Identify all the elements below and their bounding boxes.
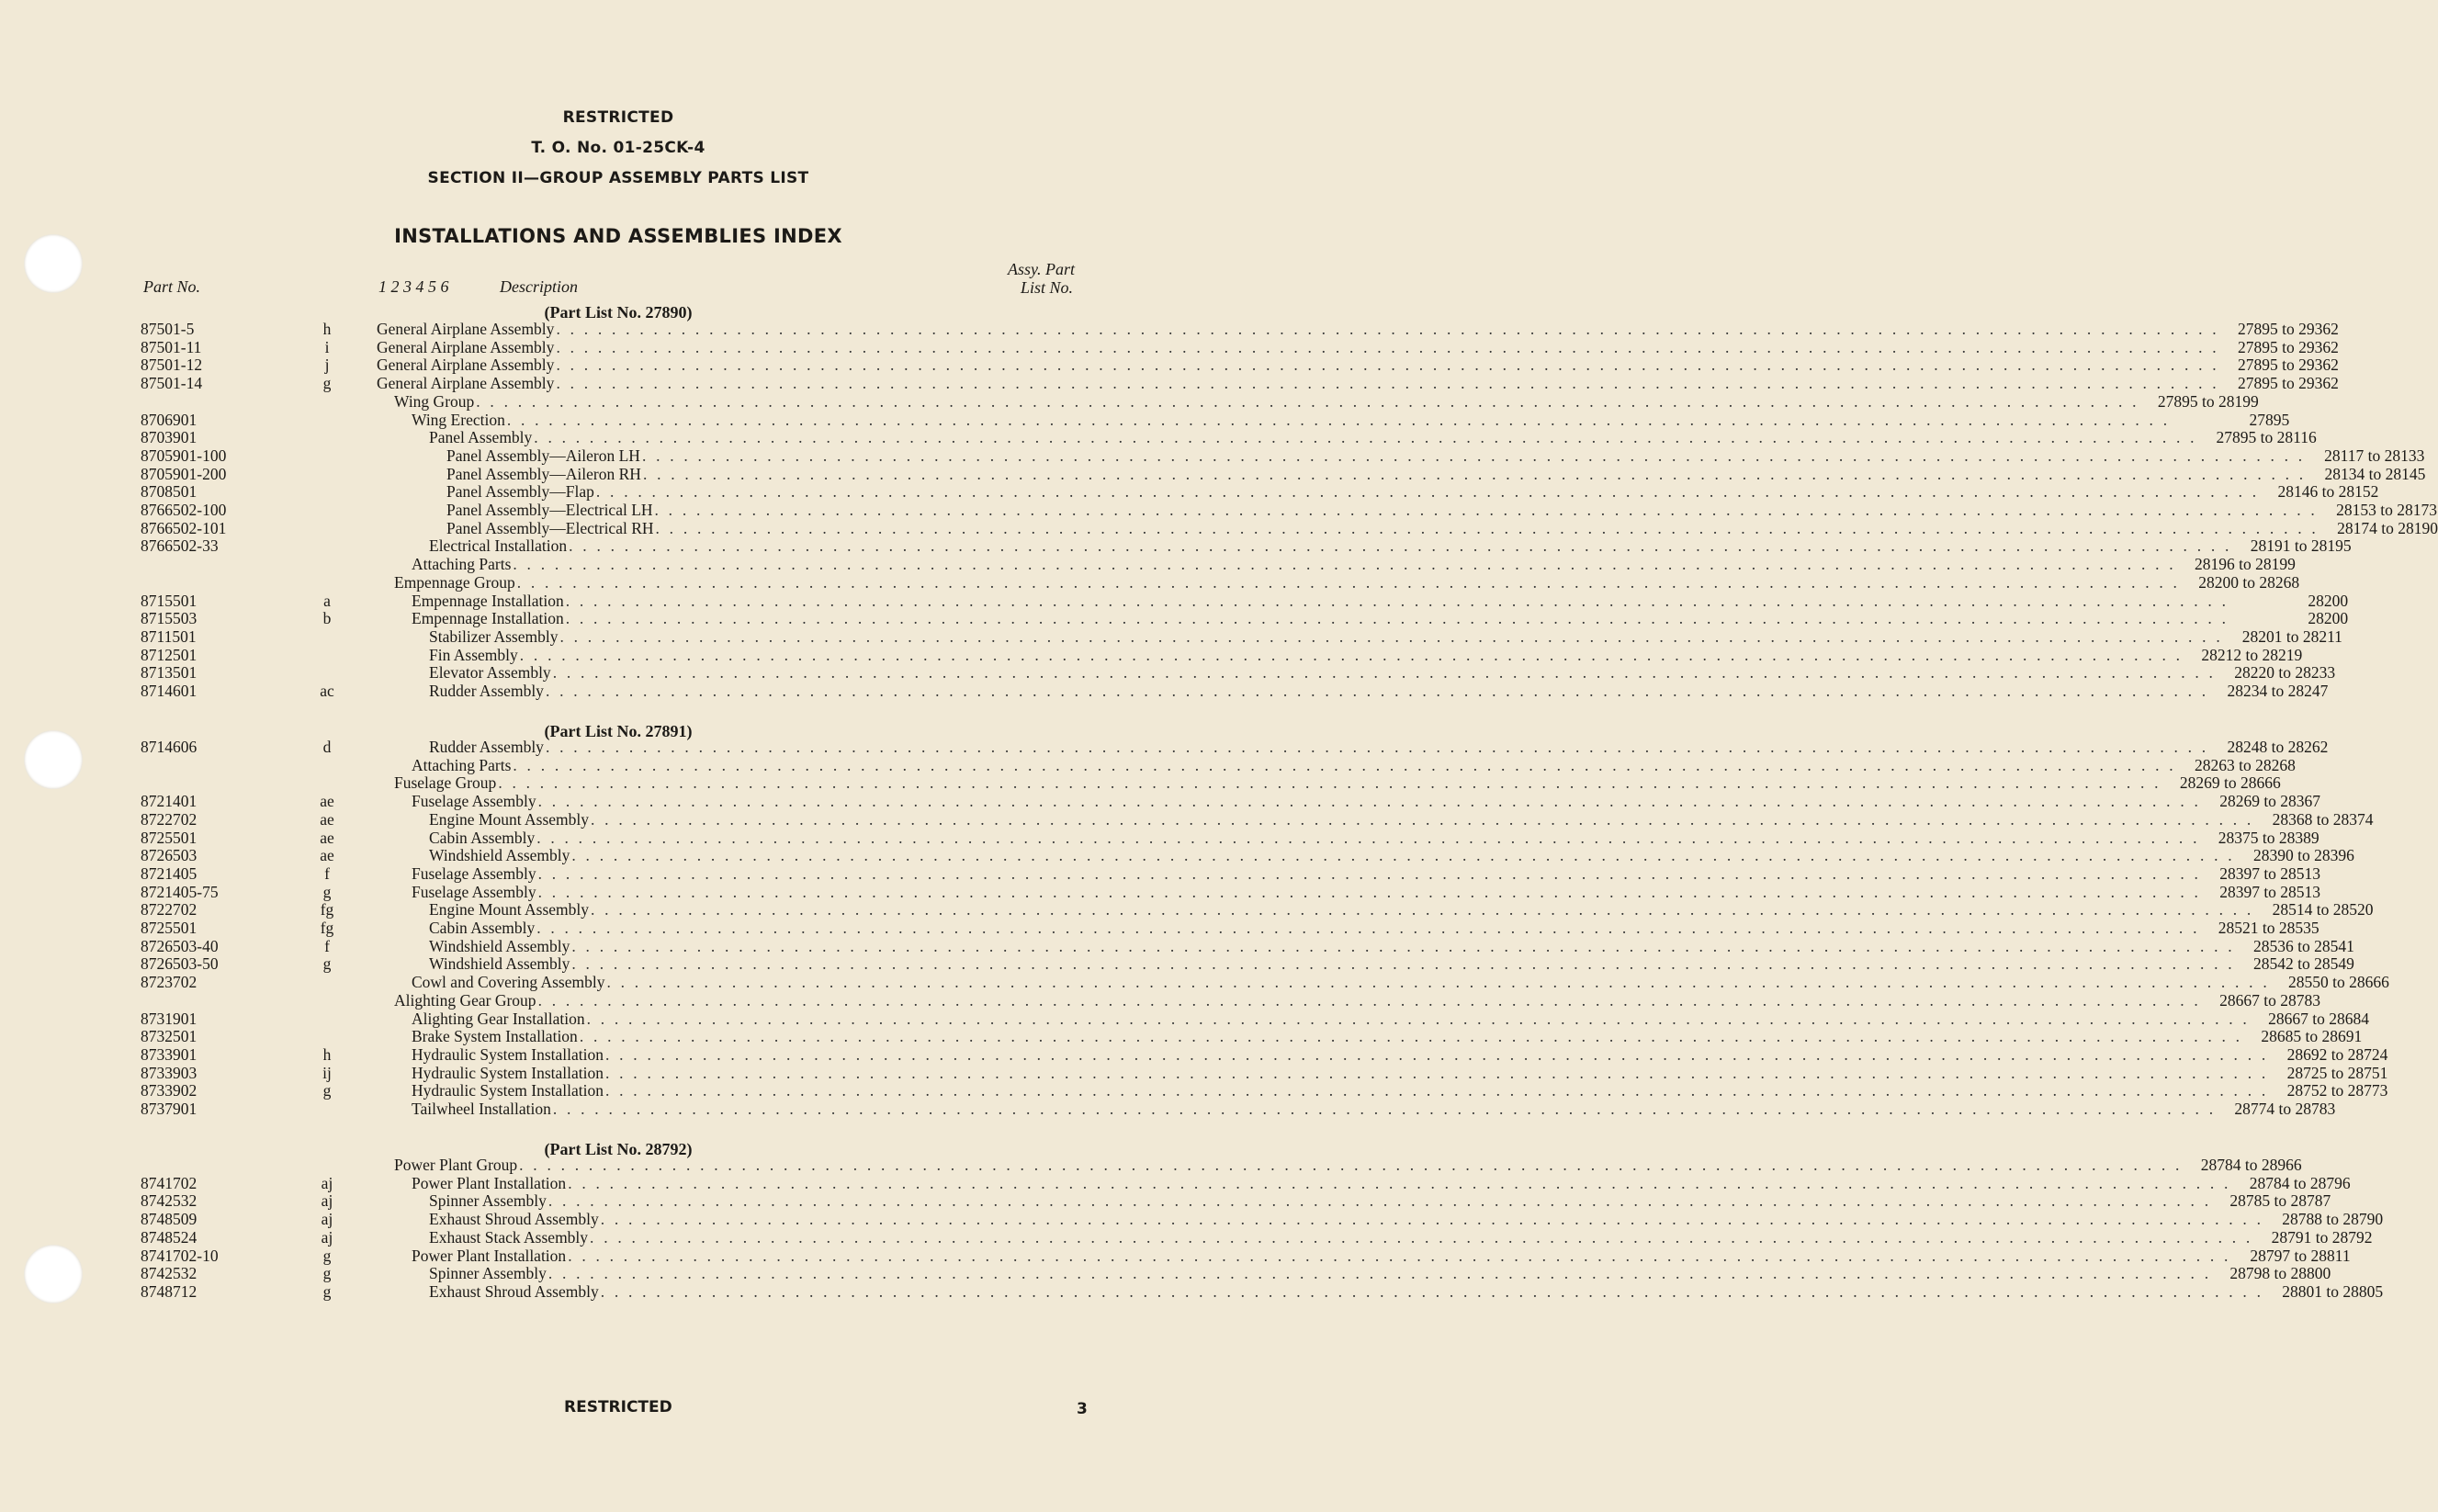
part-list-heading: (Part List No. 28792) — [544, 1140, 693, 1158]
assy-part-list-range: 27895 to 29362 — [2238, 337, 2339, 356]
index-row — [0, 626, 2342, 646]
index-row — [0, 809, 2374, 829]
leader-dots: . . . . . . . . . . . . . . . . . . . . . . . . . . . . . . . . . . . . . . . . . . . . . . . . . . . . . . . . . . . . . . . . . . . . . . . . . . . . . . . . . . . . . . . . . . . . . . . . . . . . . . . . . . . . . . . . . . . . . . . . — [552, 663, 2217, 683]
part-number: 8705901-200 — [141, 464, 227, 483]
leader-dots: . . . . . . . . . . . . . . . . . . . . . . . . . . . . . . . . . . . . . . . . . . . . . . . . . . . . . . . . . . . . . . . . . . . . . . . . . . . . . . . . . . . . . . . . . . . . . . . . . . . . . . . . . . . . . . . . . . . . . . . . — [605, 1063, 2269, 1082]
index-row — [0, 863, 2321, 883]
description: General Airplane Assembly — [377, 355, 555, 375]
part-number: 8741702-10 — [141, 1246, 219, 1265]
leader-dots: . . . . . . . . . . . . . . . . . . . . . . . . . . . . . . . . . . . . . . . . . . . . . . . . . . . . . . . . . . . . . . . . . . . . . . . . . . . . . . . . . . . . . . . . . . . . . . . . . . . . . . . . . . . . . . . . . . . . . . . . — [536, 919, 2200, 937]
part-number: 8721401 — [141, 792, 198, 811]
index-row — [0, 1246, 2351, 1265]
leader-dots: . . . . . . . . . . . . . . . . . . . . . . . . . . . . . . . . . . . . . . . . . . . . . . . . . . . . . . . . . . . . . . . . . . . . . . . . . . . . . . . . . . . . . . . . . . . . . . . . . . . . . . . . . . . . . . . . . . . . . . . . — [568, 1246, 2231, 1265]
leader-dots: . . . . . . . . . . . . . . . . . . . . . . . . . . . . . . . . . . . . . . . . . . . . . . . . . . . . . . . . . . . . . . . . . . . . . . . . . . . . . . . . . . . . . . . . . . . . . . . . . . . . . . . . . . . . . . . . . . . . . . . . — [516, 572, 2181, 592]
index-row — [0, 591, 2349, 610]
leader-dots: . . . . . . . . . . . . . . . . . . . . . . . . . . . . . . . . . . . . . . . . . . . . . . . . . . . . . . . . . . . . . . . . . . . . . . . . . . . . . . . . . . . . . . . . . . . . . . . . . . . . . . . . . . . . . . . . . . . . . . . . — [571, 936, 2235, 955]
usage-code: g — [322, 1281, 332, 1301]
description: Attaching Parts — [412, 755, 512, 774]
usage-code: aj — [321, 1210, 333, 1229]
leader-dots: . . . . . . . . . . . . . . . . . . . . . . . . . . . . . . . . . . . . . . . . . . . . . . . . . . . . . . . . . . . . . . . . . . . . . . . . . . . . . . . . . . . . . . . . . . . . . . . . . . . . . . . . . . . . . . . . . . . . . . . . — [537, 990, 2201, 1010]
leader-dots: . . . . . . . . . . . . . . . . . . . . . . . . . . . . . . . . . . . . . . . . . . . . . . . . . . . . . . . . . . . . . . . . . . . . . . . . . . . . . . . . . . . . . . . . . . . . . . . . . . . . . . . . . . . . . . . . . . . . . . . . — [556, 320, 2219, 338]
part-number: 8722702 — [141, 809, 198, 829]
description: Hydraulic System Installation — [412, 1081, 604, 1100]
assy-part-list-range: 28801 to 28805 — [2282, 1281, 2384, 1301]
index-row — [0, 1281, 2384, 1301]
description: Attaching Parts — [412, 555, 512, 574]
usage-code: j — [324, 355, 330, 375]
description: Elevator Assembly — [429, 663, 551, 683]
leader-dots: . . . . . . . . . . . . . . . . . . . . . . . . . . . . . . . . . . . . . . . . . . . . . . . . . . . . . . . . . . . . . . . . . . . . . . . . . . . . . . . . . . . . . . . . . . . . . . . . . . . . . . . . . . . . . . . . . . . . . . . . — [606, 973, 2270, 992]
leader-dots: . . . . . . . . . . . . . . . . . . . . . . . . . . . . . . . . . . . . . . . . . . . . . . . . . . . . . . . . . . . . . . . . . . . . . . . . . . . . . . . . . . . . . . . . . . . . . . . . . . . . . . . . . . . . . . . . . . . . . . . . — [565, 609, 2229, 628]
leader-dots: . . . . . . . . . . . . . . . . . . . . . . . . . . . . . . . . . . . . . . . . . . . . . . . . . . . . . . . . . . . . . . . . . . . . . . . . . . . . . . . . . . . . . . . . . . . . . . . . . . . . . . . . . . . . . . . . . . . . . . . . — [568, 1173, 2231, 1192]
assy-part-list-range: 28798 to 28800 — [2229, 1264, 2331, 1283]
index-row — [0, 355, 2339, 375]
leader-dots: . . . . . . . . . . . . . . . . . . . . . . . . . . . . . . . . . . . . . . . . . . . . . . . . . . . . . . . . . . . . . . . . . . . . . . . . . . . . . . . . . . . . . . . . . . . . . . . . . . . . . . . . . . . . . . . . . . . . . . . . — [513, 755, 2176, 774]
description: Cabin Assembly — [429, 828, 536, 847]
usage-code: f — [324, 936, 330, 955]
leader-dots: . . . . . . . . . . . . . . . . . . . . . . . . . . . . . . . . . . . . . . . . . . . . . . . . . . . . . . . . . . . . . . . . . . . . . . . . . . . . . . . . . . . . . . . . . . . . . . . . . . . . . . . . . . . . . . . . . . . . . . . . — [547, 1264, 2212, 1283]
leader-dots: . . . . . . . . . . . . . . . . . . . . . . . . . . . . . . . . . . . . . . . . . . . . . . . . . . . . . . . . . . . . . . . . . . . . . . . . . . . . . . . . . . . . . . . . . . . . . . . . . . . . . . . . . . . . . . . . . . . . . . . . — [654, 501, 2318, 519]
description: Power Plant Group — [394, 1156, 518, 1174]
assy-part-list-range: 28725 to 28751 — [2286, 1063, 2388, 1082]
assy-part-list-range: 28134 to 28145 — [2324, 464, 2426, 483]
leader-dots: . . . . . . . . . . . . . . . . . . . . . . . . . . . . . . . . . . . . . . . . . . . . . . . . . . . . . . . . . . . . . . . . . . . . . . . . . . . . . . . . . . . . . . . . . . . . . . . . . . . . . . . . . . . . . . . . . . . . . . . . — [547, 1191, 2212, 1211]
leader-dots: . . . . . . . . . . . . . . . . . . . . . . . . . . . . . . . . . . . . . . . . . . . . . . . . . . . . . . . . . . . . . . . . . . . . . . . . . . . . . . . . . . . . . . . . . . . . . . . . . . . . . . . . . . . . . . . . . . . . . . . . — [513, 555, 2176, 574]
description: Empennage Group — [394, 572, 515, 592]
column-header-description: Description — [500, 277, 578, 296]
assy-part-list-range: 27895 to 29362 — [2238, 355, 2339, 375]
page-title: INSTALLATIONS AND ASSEMBLIES INDEX — [394, 225, 842, 247]
part-number: 8733902 — [141, 1081, 198, 1100]
description: Fuselage Group — [394, 773, 497, 793]
part-number: 8766502-101 — [141, 518, 227, 537]
part-number: 8705901-100 — [141, 446, 227, 465]
part-number: 8733903 — [141, 1063, 198, 1082]
part-number: 8714606 — [141, 738, 198, 756]
description: Panel Assembly—Electrical RH — [446, 518, 654, 537]
usage-code: g — [322, 374, 332, 393]
index-row — [0, 337, 2339, 356]
assy-part-list-range: 28521 to 28535 — [2218, 919, 2319, 937]
part-number: 8737901 — [141, 1100, 198, 1118]
description: Hydraulic System Installation — [412, 1044, 604, 1064]
part-number: 8732501 — [141, 1027, 198, 1046]
part-number: 8723702 — [141, 973, 198, 992]
part-number: 8721405-75 — [141, 882, 219, 901]
description: Brake System Installation — [412, 1027, 578, 1046]
description: Alighting Gear Group — [394, 990, 536, 1010]
index-row — [0, 609, 2349, 628]
assy-part-list-range: 28514 to 28520 — [2272, 900, 2374, 920]
usage-code: aj — [321, 1227, 333, 1247]
leader-dots: . . . . . . . . . . . . . . . . . . . . . . . . . . . . . . . . . . . . . . . . . . . . . . . . . . . . . . . . . . . . . . . . . . . . . . . . . . . . . . . . . . . . . . . . . . . . . . . . . . . . . . . . . . . . . . . . . . . . . . . . — [545, 682, 2209, 700]
part-number: 8726503-50 — [141, 954, 219, 974]
part-number: 87501-14 — [141, 374, 203, 393]
part-list-heading: (Part List No. 27891) — [544, 722, 693, 740]
description: Hydraulic System Installation — [412, 1063, 604, 1082]
description: Panel Assembly—Aileron RH — [446, 464, 641, 483]
assy-part-list-range: 28234 to 28247 — [2227, 682, 2329, 700]
description: Windshield Assembly — [429, 954, 570, 974]
part-number: 8766502-100 — [141, 501, 227, 519]
leader-dots: . . . . . . . . . . . . . . . . . . . . . . . . . . . . . . . . . . . . . . . . . . . . . . . . . . . . . . . . . . . . . . . . . . . . . . . . . . . . . . . . . . . . . . . . . . . . . . . . . . . . . . . . . . . . . . . . . . . . . . . . — [591, 809, 2254, 829]
usage-code: ae — [320, 809, 334, 829]
index-row — [0, 1044, 2388, 1064]
part-number: 8713501 — [141, 663, 198, 683]
index-row — [0, 391, 2259, 411]
part-number: 8722702 — [141, 900, 198, 920]
part-list-heading: (Part List No. 27890) — [544, 303, 693, 322]
assy-part-list-range: 28692 to 28724 — [2286, 1044, 2388, 1064]
usage-code: h — [322, 1044, 332, 1064]
index-row — [0, 410, 2290, 429]
index-row — [0, 1173, 2351, 1192]
index-row — [0, 919, 2319, 937]
usage-code: fg — [320, 919, 334, 937]
usage-code: ac — [320, 682, 334, 700]
leader-dots: . . . . . . . . . . . . . . . . . . . . . . . . . . . . . . . . . . . . . . . . . . . . . . . . . . . . . . . . . . . . . . . . . . . . . . . . . . . . . . . . . . . . . . . . . . . . . . . . . . . . . . . . . . . . . . . . . . . . . . . . — [571, 954, 2235, 974]
assy-part-list-range: 28785 to 28787 — [2229, 1191, 2331, 1211]
description: Exhaust Shroud Assembly — [429, 1281, 599, 1301]
assy-part-list-range: 28784 to 28796 — [2249, 1173, 2351, 1192]
assy-part-list-range: 28397 to 28513 — [2219, 863, 2321, 883]
assy-part-list-range: 28550 to 28666 — [2288, 973, 2389, 992]
usage-code: aj — [321, 1173, 333, 1192]
description: Wing Group — [394, 391, 475, 411]
index-row — [0, 320, 2339, 338]
index-row — [0, 501, 2437, 519]
usage-code: h — [322, 320, 332, 338]
leader-dots: . . . . . . . . . . . . . . . . . . . . . . . . . . . . . . . . . . . . . . . . . . . . . . . . . . . . . . . . . . . . . . . . . . . . . . . . . . . . . . . . . . . . . . . . . . . . . . . . . . . . . . . . . . . . . . . . . . . . . . . . — [476, 391, 2139, 411]
description: Empennage Installation — [412, 591, 564, 610]
usage-code: fg — [320, 900, 334, 920]
description: Power Plant Installation — [412, 1246, 567, 1265]
index-row — [0, 1063, 2388, 1082]
index-row — [0, 828, 2319, 847]
description: Fuselage Assembly — [412, 863, 536, 883]
assy-part-list-range: 28390 to 28396 — [2252, 846, 2354, 865]
index-row — [0, 900, 2374, 920]
description: Exhaust Shroud Assembly — [429, 1210, 599, 1229]
assy-part-list-range: 27895 to 28199 — [2157, 391, 2259, 411]
part-number: 8714601 — [141, 682, 198, 700]
description: Wing Erection — [412, 410, 505, 429]
description: Electrical Installation — [429, 536, 568, 556]
assy-part-list-range: 28788 to 28790 — [2282, 1210, 2384, 1229]
leader-dots: . . . . . . . . . . . . . . . . . . . . . . . . . . . . . . . . . . . . . . . . . . . . . . . . . . . . . . . . . . . . . . . . . . . . . . . . . . . . . . . . . . . . . . . . . . . . . . . . . . . . . . . . . . . . . . . . . . . . . . . . — [571, 846, 2235, 865]
assy-part-list-range: 27895 to 29362 — [2238, 320, 2339, 338]
usage-code: a — [323, 591, 331, 610]
column-header-assy-line1: Assy. Part — [1007, 260, 1075, 278]
description: Cabin Assembly — [429, 919, 536, 937]
index-row — [0, 682, 2329, 700]
assy-part-list-range: 28174 to 28190 — [2337, 518, 2438, 537]
assy-part-list-range: 28774 to 28783 — [2234, 1100, 2336, 1118]
part-number: 87501-5 — [141, 320, 195, 338]
assy-part-list-range: 28200 — [2308, 591, 2349, 610]
description: Cowl and Covering Assembly — [412, 973, 605, 992]
description: General Airplane Assembly — [377, 320, 555, 338]
assy-part-list-range: 28146 to 28152 — [2277, 482, 2379, 502]
part-number: 8712501 — [141, 645, 198, 664]
assy-part-list-range: 28269 to 28367 — [2219, 792, 2321, 811]
part-number: 8748524 — [141, 1227, 198, 1247]
usage-code: ae — [320, 846, 334, 865]
usage-code: g — [322, 1264, 332, 1283]
part-number: 87501-11 — [141, 337, 202, 356]
leader-dots: . . . . . . . . . . . . . . . . . . . . . . . . . . . . . . . . . . . . . . . . . . . . . . . . . . . . . . . . . . . . . . . . . . . . . . . . . . . . . . . . . . . . . . . . . . . . . . . . . . . . . . . . . . . . . . . . . . . . . . . . — [605, 1081, 2269, 1100]
assy-part-list-range: 28191 to 28195 — [2250, 536, 2352, 556]
assy-part-list-range: 28784 to 28966 — [2200, 1156, 2302, 1174]
index-row — [0, 846, 2354, 865]
assy-part-list-range: 28797 to 28811 — [2250, 1246, 2351, 1265]
description: Windshield Assembly — [429, 936, 570, 955]
leader-dots: . . . . . . . . . . . . . . . . . . . . . . . . . . . . . . . . . . . . . . . . . . . . . . . . . . . . . . . . . . . . . . . . . . . . . . . . . . . . . . . . . . . . . . . . . . . . . . . . . . . . . . . . . . . . . . . . . . . . . . . . — [498, 773, 2161, 793]
leader-dots: . . . . . . . . . . . . . . . . . . . . . . . . . . . . . . . . . . . . . . . . . . . . . . . . . . . . . . . . . . . . . . . . . . . . . . . . . . . . . . . . . . . . . . . . . . . . . . . . . . . . . . . . . . . . . . . . . . . . . . . . — [519, 1156, 2183, 1174]
usage-code: b — [322, 609, 332, 628]
assy-part-list-range: 28220 to 28233 — [2234, 663, 2336, 683]
assy-part-list-range: 28667 to 28684 — [2268, 1009, 2370, 1028]
assy-part-list-range: 28153 to 28173 — [2336, 501, 2437, 519]
assy-part-list-range: 28201 to 28211 — [2241, 626, 2342, 646]
assy-part-list-range: 28200 to 28268 — [2198, 572, 2300, 592]
usage-code: ae — [320, 792, 334, 811]
description: Engine Mount Assembly — [429, 809, 590, 829]
assy-part-list-range: 28269 to 28666 — [2179, 773, 2281, 793]
description: Windshield Assembly — [429, 846, 570, 865]
leader-dots: . . . . . . . . . . . . . . . . . . . . . . . . . . . . . . . . . . . . . . . . . . . . . . . . . . . . . . . . . . . . . . . . . . . . . . . . . . . . . . . . . . . . . . . . . . . . . . . . . . . . . . . . . . . . . . . . . . . . . . . . — [537, 863, 2202, 883]
leader-dots: . . . . . . . . . . . . . . . . . . . . . . . . . . . . . . . . . . . . . . . . . . . . . . . . . . . . . . . . . . . . . . . . . . . . . . . . . . . . . . . . . . . . . . . . . . . . . . . . . . . . . . . . . . . . . . . . . . . . . . . . — [545, 738, 2209, 756]
index-row — [0, 428, 2317, 447]
description: General Airplane Assembly — [377, 337, 555, 356]
part-number: 8715501 — [141, 591, 198, 610]
description: Empennage Installation — [412, 609, 564, 628]
description: Fuselage Assembly — [412, 882, 536, 901]
index-row — [0, 446, 2425, 465]
usage-code: d — [322, 738, 332, 756]
assy-part-list-range: 28212 to 28219 — [2201, 645, 2303, 664]
description: Rudder Assembly — [429, 682, 544, 700]
description: Fuselage Assembly — [412, 792, 536, 811]
classification-footer: RESTRICTED — [564, 1398, 672, 1416]
index-row — [0, 1210, 2384, 1229]
part-number: 8706901 — [141, 410, 198, 429]
assy-part-list-range: 27895 — [2249, 410, 2290, 429]
leader-dots: . . . . . . . . . . . . . . . . . . . . . . . . . . . . . . . . . . . . . . . . . . . . . . . . . . . . . . . . . . . . . . . . . . . . . . . . . . . . . . . . . . . . . . . . . . . . . . . . . . . . . . . . . . . . . . . . . . . . . . . . — [506, 410, 2171, 429]
index-row — [0, 645, 2303, 664]
index-row — [0, 464, 2426, 483]
index-row — [0, 572, 2300, 592]
usage-code: aj — [321, 1191, 333, 1211]
leader-dots: . . . . . . . . . . . . . . . . . . . . . . . . . . . . . . . . . . . . . . . . . . . . . . . . . . . . . . . . . . . . . . . . . . . . . . . . . . . . . . . . . . . . . . . . . . . . . . . . . . . . . . . . . . . . . . . . . . . . . . . . — [579, 1027, 2243, 1046]
assy-part-list-range: 28200 — [2308, 609, 2349, 628]
assy-part-list-range: 27895 to 29362 — [2238, 374, 2339, 393]
usage-code: g — [322, 882, 332, 901]
part-number: 8726503 — [141, 846, 198, 865]
usage-code: g — [322, 954, 332, 974]
index-row — [0, 1100, 2336, 1118]
usage-code: ij — [322, 1063, 332, 1082]
index-row — [0, 882, 2321, 901]
description: General Airplane Assembly — [377, 374, 555, 393]
index-row — [0, 555, 2296, 574]
column-header-codes: 1 2 3 4 5 6 — [378, 277, 449, 296]
leader-dots: . . . . . . . . . . . . . . . . . . . . . . . . . . . . . . . . . . . . . . . . . . . . . . . . . . . . . . . . . . . . . . . . . . . . . . . . . . . . . . . . . . . . . . . . . . . . . . . . . . . . . . . . . . . . . . . . . . . . . . . . — [569, 536, 2232, 556]
assy-part-list-range: 28667 to 28783 — [2219, 990, 2320, 1010]
description: Panel Assembly—Aileron LH — [446, 446, 640, 465]
column-header-assy-line2: List No. — [1020, 278, 1073, 297]
index-row — [0, 990, 2320, 1010]
assy-part-list-range: 28397 to 28513 — [2219, 882, 2321, 901]
leader-dots: . . . . . . . . . . . . . . . . . . . . . . . . . . . . . . . . . . . . . . . . . . . . . . . . . . . . . . . . . . . . . . . . . . . . . . . . . . . . . . . . . . . . . . . . . . . . . . . . . . . . . . . . . . . . . . . . . . . . . . . . — [537, 792, 2202, 811]
usage-code: g — [322, 1081, 332, 1100]
part-number: 8715503 — [141, 609, 198, 628]
description: Panel Assembly—Electrical LH — [446, 501, 653, 519]
index-row — [0, 1264, 2331, 1283]
leader-dots: . . . . . . . . . . . . . . . . . . . . . . . . . . . . . . . . . . . . . . . . . . . . . . . . . . . . . . . . . . . . . . . . . . . . . . . . . . . . . . . . . . . . . . . . . . . . . . . . . . . . . . . . . . . . . . . . . . . . . . . . — [642, 464, 2307, 483]
assy-part-list-range: 28263 to 28268 — [2194, 755, 2296, 774]
description: Spinner Assembly — [429, 1191, 547, 1211]
leader-dots: . . . . . . . . . . . . . . . . . . . . . . . . . . . . . . . . . . . . . . . . . . . . . . . . . . . . . . . . . . . . . . . . . . . . . . . . . . . . . . . . . . . . . . . . . . . . . . . . . . . . . . . . . . . . . . . . . . . . . . . . — [591, 900, 2254, 920]
leader-dots: . . . . . . . . . . . . . . . . . . . . . . . . . . . . . . . . . . . . . . . . . . . . . . . . . . . . . . . . . . . . . . . . . . . . . . . . . . . . . . . . . . . . . . . . . . . . . . . . . . . . . . . . . . . . . . . . . . . . . . . . — [537, 882, 2202, 901]
classification-header: RESTRICTED — [562, 108, 674, 127]
index-row — [0, 518, 2438, 537]
index-row — [0, 536, 2352, 556]
part-number: 8748509 — [141, 1210, 198, 1229]
section-title: SECTION II—GROUP ASSEMBLY PARTS LIST — [427, 169, 809, 187]
assy-part-list-range: 28368 to 28374 — [2272, 809, 2374, 829]
part-number: 8731901 — [141, 1009, 198, 1028]
assy-part-list-range: 28791 to 28792 — [2271, 1227, 2373, 1247]
to-number: T. O. No. 01-25CK-4 — [531, 139, 705, 157]
leader-dots: . . . . . . . . . . . . . . . . . . . . . . . . . . . . . . . . . . . . . . . . . . . . . . . . . . . . . . . . . . . . . . . . . . . . . . . . . . . . . . . . . . . . . . . . . . . . . . . . . . . . . . . . . . . . . . . . . . . . . . . . — [605, 1044, 2269, 1064]
leader-dots: . . . . . . . . . . . . . . . . . . . . . . . . . . . . . . . . . . . . . . . . . . . . . . . . . . . . . . . . . . . . . . . . . . . . . . . . . . . . . . . . . . . . . . . . . . . . . . . . . . . . . . . . . . . . . . . . . . . . . . . . — [655, 518, 2319, 537]
index-row — [0, 773, 2281, 793]
leader-dots: . . . . . . . . . . . . . . . . . . . . . . . . . . . . . . . . . . . . . . . . . . . . . . . . . . . . . . . . . . . . . . . . . . . . . . . . . . . . . . . . . . . . . . . . . . . . . . . . . . . . . . . . . . . . . . . . . . . . . . . . — [536, 828, 2200, 847]
assy-part-list-range: 27895 to 28116 — [2216, 428, 2317, 447]
index-row — [0, 936, 2354, 955]
leader-dots: . . . . . . . . . . . . . . . . . . . . . . . . . . . . . . . . . . . . . . . . . . . . . . . . . . . . . . . . . . . . . . . . . . . . . . . . . . . . . . . . . . . . . . . . . . . . . . . . . . . . . . . . . . . . . . . . . . . . . . . . — [534, 428, 2197, 447]
leader-dots: . . . . . . . . . . . . . . . . . . . . . . . . . . . . . . . . . . . . . . . . . . . . . . . . . . . . . . . . . . . . . . . . . . . . . . . . . . . . . . . . . . . . . . . . . . . . . . . . . . . . . . . . . . . . . . . . . . . . . . . . — [565, 591, 2229, 610]
leader-dots: . . . . . . . . . . . . . . . . . . . . . . . . . . . . . . . . . . . . . . . . . . . . . . . . . . . . . . . . . . . . . . . . . . . . . . . . . . . . . . . . . . . . . . . . . . . . . . . . . . . . . . . . . . . . . . . . . . . . . . . . — [595, 482, 2260, 502]
description: Power Plant Installation — [412, 1173, 567, 1192]
index-row — [0, 1191, 2331, 1211]
part-number: 87501-12 — [141, 355, 203, 375]
part-number: 8725501 — [141, 828, 198, 847]
description: Tailwheel Installation — [412, 1100, 551, 1118]
part-number: 8708501 — [141, 482, 198, 502]
assy-part-list-range: 28196 to 28199 — [2194, 555, 2296, 574]
description: Engine Mount Assembly — [429, 900, 590, 920]
column-header-part-no: Part No. — [143, 277, 201, 296]
part-number: 8721405 — [141, 863, 198, 883]
assy-part-list-range: 28248 to 28262 — [2227, 738, 2329, 756]
index-row — [0, 1009, 2370, 1028]
index-row — [0, 1227, 2373, 1247]
index-row — [0, 954, 2354, 974]
usage-code: g — [322, 1246, 332, 1265]
part-number: 8741702 — [141, 1173, 198, 1192]
description: Fin Assembly — [429, 645, 518, 664]
part-number: 8766502-33 — [141, 536, 219, 556]
part-number: 8742532 — [141, 1264, 198, 1283]
index-row — [0, 374, 2339, 393]
description: Panel Assembly—Flap — [446, 482, 594, 502]
index-row — [0, 1027, 2363, 1046]
assy-part-list-range: 28542 to 28549 — [2252, 954, 2354, 974]
description: Panel Assembly — [429, 428, 533, 447]
leader-dots: . . . . . . . . . . . . . . . . . . . . . . . . . . . . . . . . . . . . . . . . . . . . . . . . . . . . . . . . . . . . . . . . . . . . . . . . . . . . . . . . . . . . . . . . . . . . . . . . . . . . . . . . . . . . . . . . . . . . . . . . — [600, 1210, 2264, 1229]
assy-part-list-range: 28685 to 28691 — [2261, 1027, 2363, 1046]
assy-part-list-range: 28752 to 28773 — [2286, 1081, 2388, 1100]
description: Exhaust Stack Assembly — [429, 1227, 589, 1247]
leader-dots: . . . . . . . . . . . . . . . . . . . . . . . . . . . . . . . . . . . . . . . . . . . . . . . . . . . . . . . . . . . . . . . . . . . . . . . . . . . . . . . . . . . . . . . . . . . . . . . . . . . . . . . . . . . . . . . . . . . . . . . . — [641, 446, 2306, 465]
part-number: 8733901 — [141, 1044, 198, 1064]
usage-code: i — [324, 337, 330, 356]
assy-part-list-range: 28117 to 28133 — [2324, 446, 2425, 465]
part-number: 8711501 — [141, 626, 197, 646]
description: Stabilizer Assembly — [429, 626, 559, 646]
index-row — [0, 482, 2379, 502]
leader-dots: . . . . . . . . . . . . . . . . . . . . . . . . . . . . . . . . . . . . . . . . . . . . . . . . . . . . . . . . . . . . . . . . . . . . . . . . . . . . . . . . . . . . . . . . . . . . . . . . . . . . . . . . . . . . . . . . . . . . . . . . — [552, 1100, 2217, 1118]
index-row — [0, 755, 2296, 774]
leader-dots: . . . . . . . . . . . . . . . . . . . . . . . . . . . . . . . . . . . . . . . . . . . . . . . . . . . . . . . . . . . . . . . . . . . . . . . . . . . . . . . . . . . . . . . . . . . . . . . . . . . . . . . . . . . . . . . . . . . . . . . . — [586, 1009, 2251, 1028]
leader-dots: . . . . . . . . . . . . . . . . . . . . . . . . . . . . . . . . . . . . . . . . . . . . . . . . . . . . . . . . . . . . . . . . . . . . . . . . . . . . . . . . . . . . . . . . . . . . . . . . . . . . . . . . . . . . . . . . . . . . . . . . — [559, 626, 2223, 646]
assy-part-list-range: 28375 to 28389 — [2218, 828, 2319, 847]
leader-dots: . . . . . . . . . . . . . . . . . . . . . . . . . . . . . . . . . . . . . . . . . . . . . . . . . . . . . . . . . . . . . . . . . . . . . . . . . . . . . . . . . . . . . . . . . . . . . . . . . . . . . . . . . . . . . . . . . . . . . . . . — [556, 374, 2219, 393]
description: Spinner Assembly — [429, 1264, 547, 1283]
part-number: 8725501 — [141, 919, 198, 937]
page-number: 3 — [1077, 1400, 1088, 1418]
description: Rudder Assembly — [429, 738, 544, 756]
part-number: 8742532 — [141, 1191, 198, 1211]
usage-code: ae — [320, 828, 334, 847]
part-number: 8703901 — [141, 428, 198, 447]
index-row — [0, 1081, 2388, 1100]
leader-dots: . . . . . . . . . . . . . . . . . . . . . . . . . . . . . . . . . . . . . . . . . . . . . . . . . . . . . . . . . . . . . . . . . . . . . . . . . . . . . . . . . . . . . . . . . . . . . . . . . . . . . . . . . . . . . . . . . . . . . . . . — [556, 355, 2219, 375]
assy-part-list-range: 28536 to 28541 — [2252, 936, 2354, 955]
index-row — [0, 973, 2389, 992]
leader-dots: . . . . . . . . . . . . . . . . . . . . . . . . . . . . . . . . . . . . . . . . . . . . . . . . . . . . . . . . . . . . . . . . . . . . . . . . . . . . . . . . . . . . . . . . . . . . . . . . . . . . . . . . . . . . . . . . . . . . . . . . — [556, 337, 2219, 356]
part-number: 8726503-40 — [141, 936, 219, 955]
leader-dots: . . . . . . . . . . . . . . . . . . . . . . . . . . . . . . . . . . . . . . . . . . . . . . . . . . . . . . . . . . . . . . . . . . . . . . . . . . . . . . . . . . . . . . . . . . . . . . . . . . . . . . . . . . . . . . . . . . . . . . . . — [519, 645, 2184, 664]
description: Alighting Gear Installation — [412, 1009, 585, 1028]
leader-dots: . . . . . . . . . . . . . . . . . . . . . . . . . . . . . . . . . . . . . . . . . . . . . . . . . . . . . . . . . . . . . . . . . . . . . . . . . . . . . . . . . . . . . . . . . . . . . . . . . . . . . . . . . . . . . . . . . . . . . . . . — [600, 1281, 2264, 1301]
index-row — [0, 738, 2329, 756]
leader-dots: . . . . . . . . . . . . . . . . . . . . . . . . . . . . . . . . . . . . . . . . . . . . . . . . . . . . . . . . . . . . . . . . . . . . . . . . . . . . . . . . . . . . . . . . . . . . . . . . . . . . . . . . . . . . . . . . . . . . . . . . — [590, 1227, 2253, 1247]
index-row — [0, 1156, 2302, 1174]
index-row — [0, 663, 2336, 683]
index-row — [0, 792, 2321, 811]
part-number: 8748712 — [141, 1281, 198, 1301]
usage-code: f — [324, 863, 330, 883]
